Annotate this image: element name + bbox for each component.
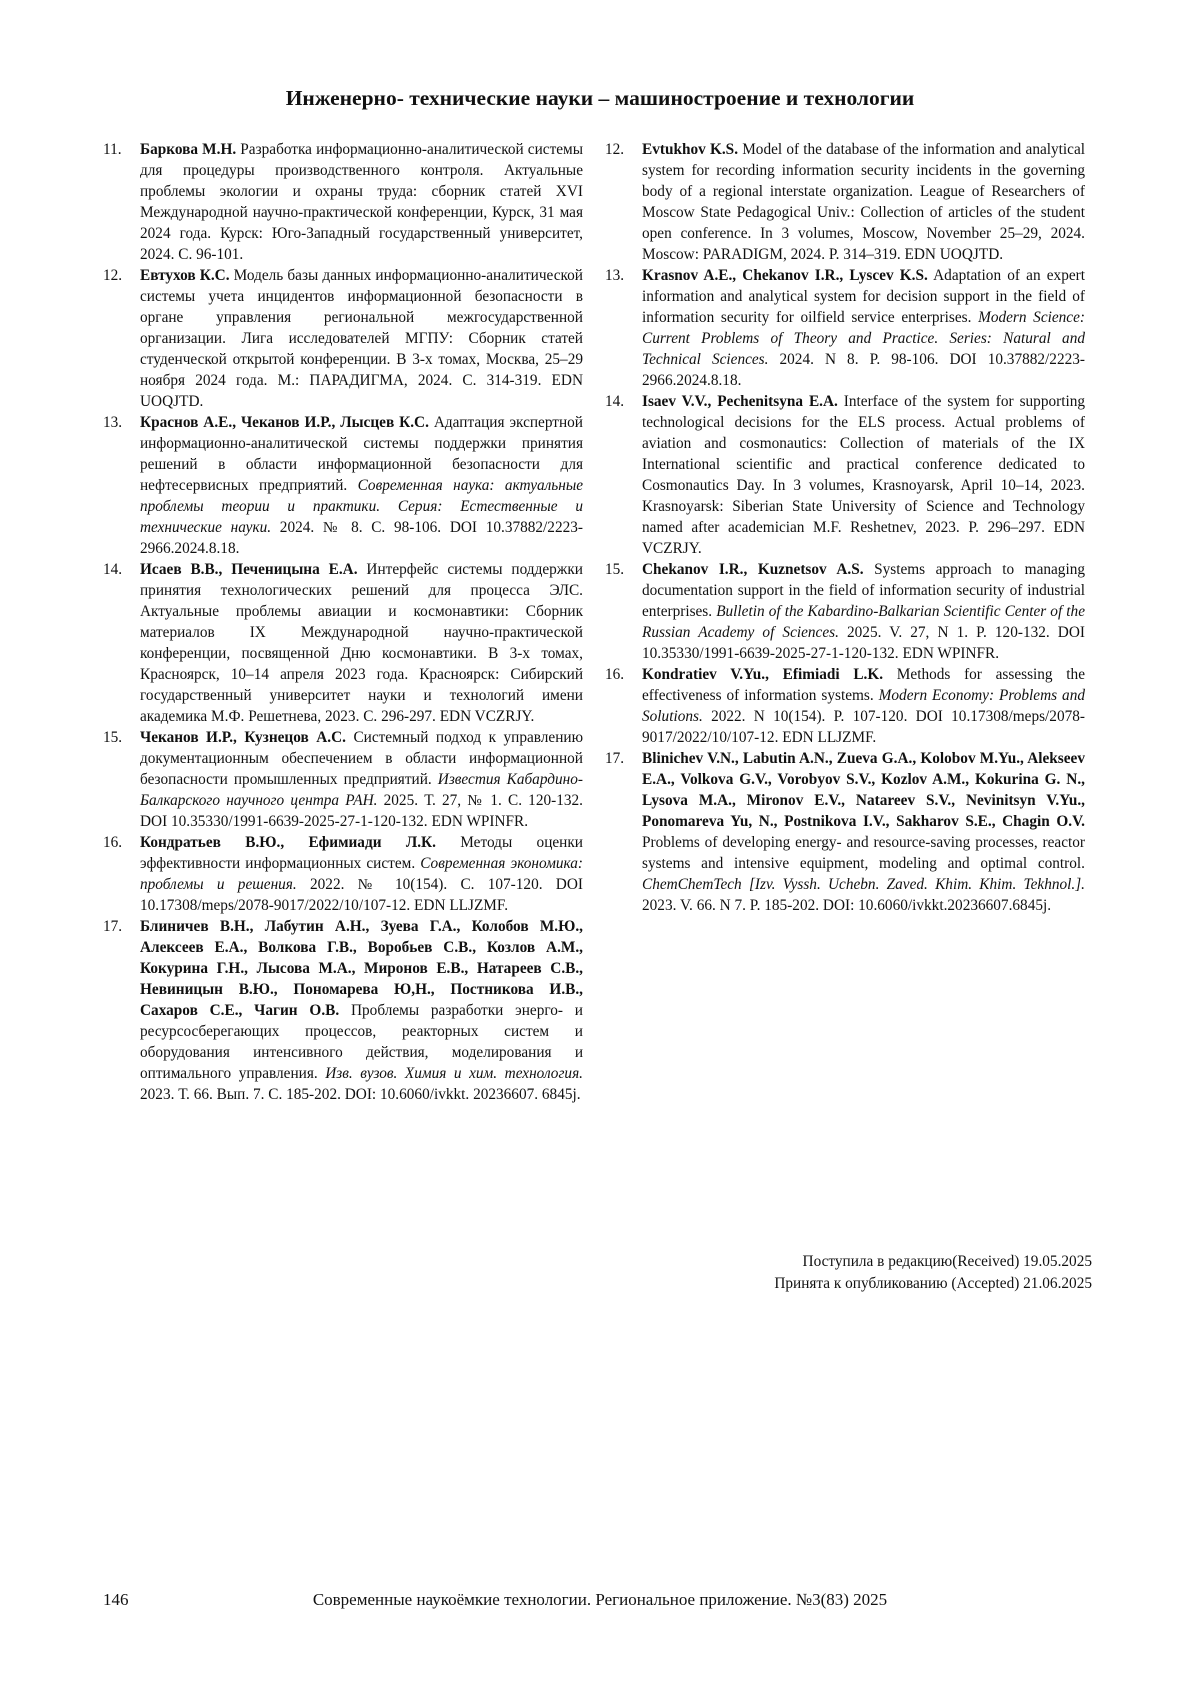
reference-text	[140, 265, 583, 412]
reference-item	[103, 412, 583, 559]
reference-title: Problems of developing energy- and resource-saving processes, reactor systems and intensive equipment, modeling and optimal control.	[642, 834, 1085, 872]
reference-item	[103, 832, 583, 916]
reference-journal: Современная наука: актуальные проблемы теории и практики. Серия: Естественные и технические науки.	[140, 477, 583, 536]
reference-text	[140, 559, 583, 727]
reference-authors: Evtukhov K.S.	[642, 141, 739, 158]
reference-item	[103, 727, 583, 832]
reference-number: 11.	[103, 141, 122, 158]
reference-journal: Известия Кабардино-Балкарского научного центра РАН.	[140, 771, 583, 809]
reference-journal: ChemChemTech [Izv. Vyssh. Uchebn. Zaved. Khim. Khim. Tekhnol.].	[642, 876, 1085, 893]
reference-title: Интерфейс системы поддержки принятия технологических решений для процесса ЭЛС. Актуальные проблемы авиации и космонавтики: Сборник материалов IX Международной научно-практической конференции, посвященной Дню космонавтики. В 3-х томах, Красноярск, 10–14 апреля 2023 года. Красноярск: Сибирский государственный университет науки и технологий имени академика М.Ф. Решетнева, 2023. С. 296-297. EDN VCZRJY.	[140, 561, 583, 725]
journal-name: Современные наукоёмкие технологии. Региональное приложение. №3(83) 2025	[312, 1590, 888, 1609]
reference-item	[103, 916, 583, 1105]
reference-authors: Чеканов И.Р., Кузнецов А.С.	[140, 729, 346, 746]
reference-text	[140, 412, 583, 559]
reference-journal: Modern Economy: Problems and Solutions.	[642, 687, 1085, 725]
reference-authors: Баркова М.Н.	[140, 141, 237, 158]
accepted-date: Принята к опубликованию (Accepted) 21.06.2025	[774, 1275, 1092, 1292]
reference-number: 15.	[605, 561, 625, 578]
reference-journal: Современная экономика: проблемы и решения.	[140, 855, 584, 893]
submission-dates	[774, 1251, 1092, 1295]
reference-number: 16.	[103, 834, 123, 851]
reference-text	[642, 391, 1085, 559]
reference-title: Модель базы данных информационно-аналитической системы учета инцидентов информационной безопасности в органе управления региональной межгосударственной организации. Лига исследователей МГПУ: Сборник статей студенческой открытой конференции. В 3-х томах, Москва, 25–29 ноября 2024 года. М.: ПАРАДИГМА, 2024. С. 314-319. EDN UOQJTD.	[140, 267, 583, 410]
reference-details: 2024. № 8. С. 98-106. DOI 10.37882/2223-2966.2024.8.18.	[140, 519, 583, 557]
reference-number: 12.	[103, 267, 123, 284]
reference-authors: Chekanov I.R., Kuznetsov A.S.	[642, 561, 864, 578]
running-header: Инженерно- технические науки – машиностроение и технологии	[285, 86, 915, 110]
reference-number: 17.	[605, 750, 625, 767]
reference-text	[642, 748, 1085, 916]
reference-authors: Кондратьев В.Ю., Ефимиади Л.К.	[140, 834, 436, 851]
reference-authors: Kondratiev V.Yu., Efimiadi L.K.	[642, 666, 884, 683]
reference-text	[140, 832, 583, 916]
reference-title: Системный подход к управлению документационным обеспечением в области информационной безопасности промышленных предприятий.	[140, 729, 583, 788]
reference-number: 17.	[103, 918, 123, 935]
reference-text	[642, 265, 1085, 391]
reference-authors: Блиничев В.Н., Лабутин А.Н., Зуева Г.А., Колобов М.Ю., Алексеев Е.А., Волкова Г.В., Воробьев С.В., Козлов А.М., Кокурина Г.Н., Лысова М.А., Миронов Е.В., Натареев С.В., Невиницын В.Ю., Пономарева Ю,Н., Постникова И.В., Сахаров С.Е., Чагин О.В.	[140, 918, 583, 1019]
references-english	[605, 139, 1085, 916]
reference-authors: Blinichev V.N., Labutin A.N., Zueva G.A., Kolobov M.Yu., Alekseev E.A., Volkova G.V., Vorobyov S.V., Kozlov A.M., Kokurina G. N., Lysova M.A., Mironov E.V., Natareev S.V., Nevinitsyn V.Yu., Ponomareva Yu, N., Postnikova I.V., Sakharov S.E., Chagin O.V.	[642, 750, 1085, 830]
reference-item	[605, 748, 1085, 916]
reference-number: 16.	[605, 666, 625, 683]
reference-title: Model of the database of the information and analytical system for recording information security incidents in the governing body of a regional interstate organization. League of Researchers of Moscow State Pedagogical Univ.: Collection of articles of the student open conference. In 3 volumes, Moscow, November 25–29, 2024. Moscow: PARADIGM, 2024. P. 314–319. EDN UOQJTD.	[642, 141, 1085, 263]
reference-authors: Евтухов К.С.	[140, 267, 230, 284]
reference-details: 2023. V. 66. N 7. P. 185-202. DOI: 10.6060/ivkkt.20236607.6845j.	[642, 897, 1052, 914]
reference-authors: Isaev V.V., Pechenitsyna E.A.	[642, 393, 838, 410]
reference-item	[605, 559, 1085, 664]
reference-title: Адаптация экспертной информационно-аналитической системы поддержки принятия решений в области информационной безопасности для нефтесервисных предприятий.	[140, 414, 583, 494]
reference-item	[605, 265, 1085, 391]
reference-number: 13.	[605, 267, 625, 284]
reference-title: Разработка информационно-аналитической системы для процедуры производственного контроля. Актуальные проблемы экологии и охраны труда: сборник статей XVI Международной научно-практической конференции, Курск, 31 мая 2024 года. Курск: Юго-Западный государственный университет, 2024. С. 96-101.	[140, 141, 583, 263]
reference-item	[605, 139, 1085, 265]
reference-number: 14.	[605, 393, 625, 410]
reference-item	[103, 265, 583, 412]
reference-title: Методы оценки эффективности информационных систем.	[140, 834, 583, 872]
reference-number: 13.	[103, 414, 123, 431]
reference-journal: Modern Science: Current Problems of Theory and Practice. Series: Natural and Technical Sciences.	[642, 309, 1085, 368]
reference-text	[140, 727, 583, 832]
reference-journal: Bulletin of the Kabardino-Balkarian Scientific Center of the Russian Academy of Sciences.	[642, 603, 1085, 641]
reference-details: 2022. № 10(154). С. 107-120. DOI 10.17308/meps/2078-9017/2022/10/107-12. EDN LLJZMF.	[140, 876, 583, 914]
references-russian	[103, 139, 583, 1105]
reference-journal: Изв. вузов. Химия и хим. технология.	[325, 1065, 583, 1082]
reference-details: 2025. V. 27, N 1. P. 120-132. DOI 10.35330/1991-6639-2025-27-1-120-132. EDN WPINFR.	[642, 624, 1085, 662]
page-number: 146	[103, 1590, 129, 1609]
reference-item	[103, 139, 583, 265]
reference-authors: Краснов А.Е., Чеканов И.Р., Лысцев К.С.	[140, 414, 429, 431]
reference-text	[642, 559, 1085, 664]
reference-text	[140, 139, 583, 265]
reference-number: 15.	[103, 729, 123, 746]
reference-item	[605, 391, 1085, 559]
reference-authors: Исаев В.В., Печеницына Е.А.	[140, 561, 358, 578]
reference-details: 2024. N 8. P. 98-106. DOI 10.37882/2223-2966.2024.8.18.	[642, 351, 1085, 389]
reference-details: 2023. Т. 66. Вып. 7. С. 185-202. DOI: 10.6060/ivkkt. 20236607. 6845j.	[140, 1086, 581, 1103]
reference-title: Methods for assessing the effectiveness of information systems.	[642, 666, 1085, 704]
reference-title: Adaptation of an expert information and analytical system for decision support in the field of information security for oilfield service enterprises.	[642, 267, 1085, 326]
reference-text	[642, 664, 1085, 748]
reference-item	[605, 664, 1085, 748]
reference-details: 2022. N 10(154). P. 107-120. DOI 10.17308/meps/2078-9017/2022/10/107-12. EDN LLJZMF.	[642, 708, 1085, 746]
reference-authors: Krasnov A.E., Chekanov I.R., Lyscev K.S.	[642, 267, 928, 284]
reference-title: Systems approach to managing documentation support in the field of information security of industrial enterprises.	[642, 561, 1085, 620]
reference-title: Проблемы разработки энерго- и ресурсосберегающих процессов, реакторных систем и оборудования интенсивного действия, моделирования и оптимального управления.	[140, 1002, 583, 1082]
reference-number: 14.	[103, 561, 123, 578]
reference-text	[140, 916, 583, 1105]
reference-number: 12.	[605, 141, 625, 158]
reference-text	[642, 139, 1085, 265]
reference-details: 2025. Т. 27, № 1. С. 120-132. DOI 10.35330/1991-6639-2025-27-1-120-132. EDN WPINFR.	[140, 792, 583, 830]
reference-title: Interface of the system for supporting technological decisions for the ELS process. Actual problems of aviation and cosmonautics: Collection of materials of the IX International scientific and practical conference dedicated to Cosmonautics Day. In 3 volumes, Krasnoyarsk, April 10–14, 2023. Krasnoyarsk: Siberian State University of Science and Technology named after academician M.F. Reshetnev, 2023. P. 296–297. EDN VCZRJY.	[642, 393, 1086, 557]
reference-item	[103, 559, 583, 727]
received-date: Поступила в редакцию(Received) 19.05.2025	[802, 1253, 1092, 1270]
